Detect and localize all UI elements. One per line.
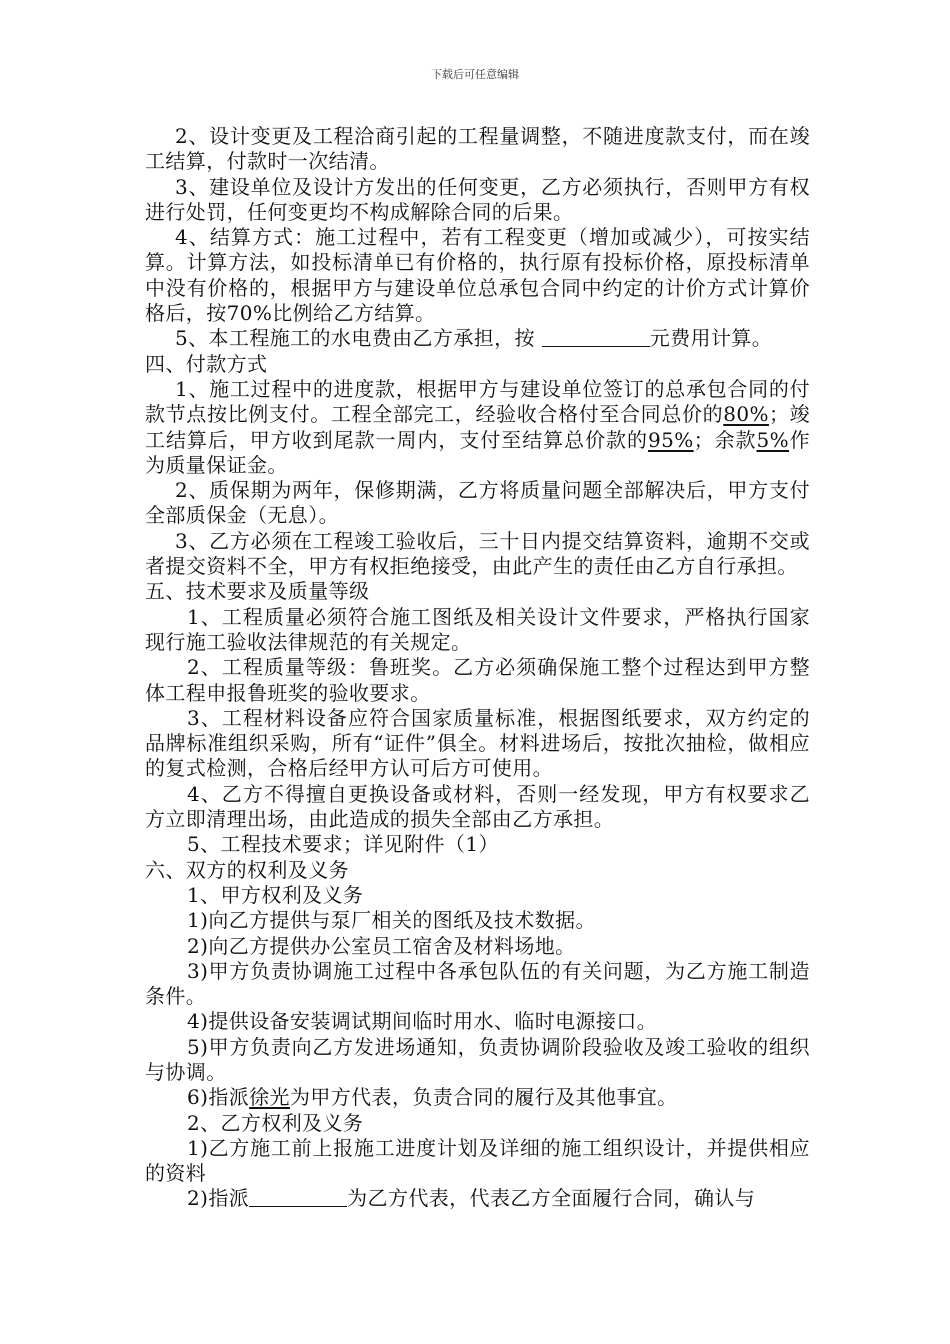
clause-3-3: 3、建设单位及设计方发出的任何变更，乙方必须执行，否则甲方有权进行处罚，任何变更均不构成解除合同的后果。 <box>145 174 810 224</box>
progress-payment-percent: 80% <box>723 402 769 427</box>
party-a-item-1: 1)向乙方提供与泵厂相关的图纸及技术数据。 <box>187 908 596 933</box>
water-electric-fee-blank <box>542 328 650 347</box>
clause-3-5-suffix: 元费用计算。 <box>649 326 773 351</box>
retention-percent: 5% <box>756 427 790 452</box>
party-a-item-6-suffix: 为甲方代表，负责合同的履行及其他事宜。 <box>289 1085 678 1110</box>
clause-3-2: 2、设计变更及工程洽商引起的工程量调整，不随进度款支付，而在竣工结算，付款时一次结清。 <box>145 124 810 174</box>
section-5-title: 五、技术要求及质量等级 <box>145 579 370 604</box>
section-4-title: 四、付款方式 <box>145 351 268 376</box>
party-a-title: 1、甲方权利及义务 <box>187 882 364 907</box>
clause-5-5: 5、工程技术要求；详见附件（1） <box>187 832 499 857</box>
clause-3-4: 4、结算方式：施工过程中，若有工程变更（增加或减少），可按实结算。计算方法，如投标清单已有价格的，执行原有投标价格，原投标清单中没有价格的，根据甲方与建设单位总承包合同中约定的计价方式计算价格后，按70%比例给乙方结算。 <box>145 225 810 326</box>
clause-4-1-part-b: ；竣工结算后，甲方收到尾款一周内，支付至结算总价款的 <box>145 402 810 452</box>
party-b-title: 2、乙方权利及义务 <box>187 1110 364 1135</box>
clause-4-2: 2、质保期为两年，保修期满，乙方将质量问题全部解决后，甲方支付全部质保金（无息）。 <box>145 478 810 528</box>
clause-4-1-part-a: 1、施工过程中的进度款，根据甲方与建设单位签订的总承包合同的付款节点按比例支付。工程全部完工，经验收合格付至合同总价的 <box>145 376 810 427</box>
clause-3-5-text: 5、本工程施工的水电费由乙方承担，按 <box>175 326 535 351</box>
clause-4-3: 3、乙方必须在工程竣工验收后，三十日内提交结算资料，逾期不交或者提交资料不全，甲方有权拒绝接受，由此产生的责任由乙方自行承担。 <box>145 528 810 579</box>
clause-5-1: 1、工程质量必须符合施工图纸及相关设计文件要求，严格执行国家现行施工验收法律规范的有关规定。 <box>145 604 810 654</box>
party-a-item-3: 3)甲方负责协调施工过程中各承包队伍的有关问题，为乙方施工制造条件。 <box>145 958 810 1009</box>
clause-5-2: 2、工程质量等级：鲁班奖。乙方必须确保施工整个过程达到甲方整体工程申报鲁班奖的验收要求。 <box>145 655 810 705</box>
clause-4-1-part-c: ；余款 <box>693 427 757 452</box>
party-b-representative-blank <box>249 1188 347 1207</box>
clause-3-5 <box>145 326 810 351</box>
party-b-item-2-suffix: 为乙方代表，代表乙方全面履行合同，确认与 <box>347 1186 756 1211</box>
clause-5-4: 4、乙方不得擅自更换设备或材料，否则一经发现，甲方有权要求乙方立即清理出场，由此造成的损失全部由乙方承担。 <box>145 781 810 832</box>
party-a-representative: 徐光 <box>249 1085 290 1110</box>
party-b-item-2-prefix: 2)指派 <box>187 1186 250 1211</box>
party-a-item-6-prefix: 6)指派 <box>187 1085 250 1110</box>
final-payment-percent: 95% <box>647 427 694 452</box>
section-6-title: 六、双方的权利及义务 <box>145 857 349 882</box>
party-a-item-2: 2)向乙方提供办公室员工宿舍及材料场地。 <box>187 933 576 958</box>
party-b-item-2 <box>145 1186 810 1211</box>
party-a-item-4: 4)提供设备安装调试期间临时用水、临时电源接口。 <box>187 1009 658 1034</box>
party-a-item-5: 5)甲方负责向乙方发进场通知，负责协调阶段验收及竣工验收的组织与协调。 <box>145 1034 810 1084</box>
clause-4-1 <box>145 377 810 478</box>
clause-5-3: 3、工程材料设备应符合国家质量标准，根据图纸要求，双方约定的品牌标准组织采购，所有“证件”俱全。材料进场后，按批次抽检，做相应的复式检测，合格后经甲方认可后方可使用。 <box>145 705 810 781</box>
page-header: 下载后可任意编辑 <box>431 68 519 81</box>
party-a-item-6 <box>145 1085 810 1110</box>
contract-body <box>145 124 810 1212</box>
party-b-item-1: 1)乙方施工前上报施工进度计划及详细的施工组织设计，并提供相应的资料 <box>145 1135 810 1186</box>
clause-4-1-part-d: 作为质量保证金。 <box>145 427 810 477</box>
